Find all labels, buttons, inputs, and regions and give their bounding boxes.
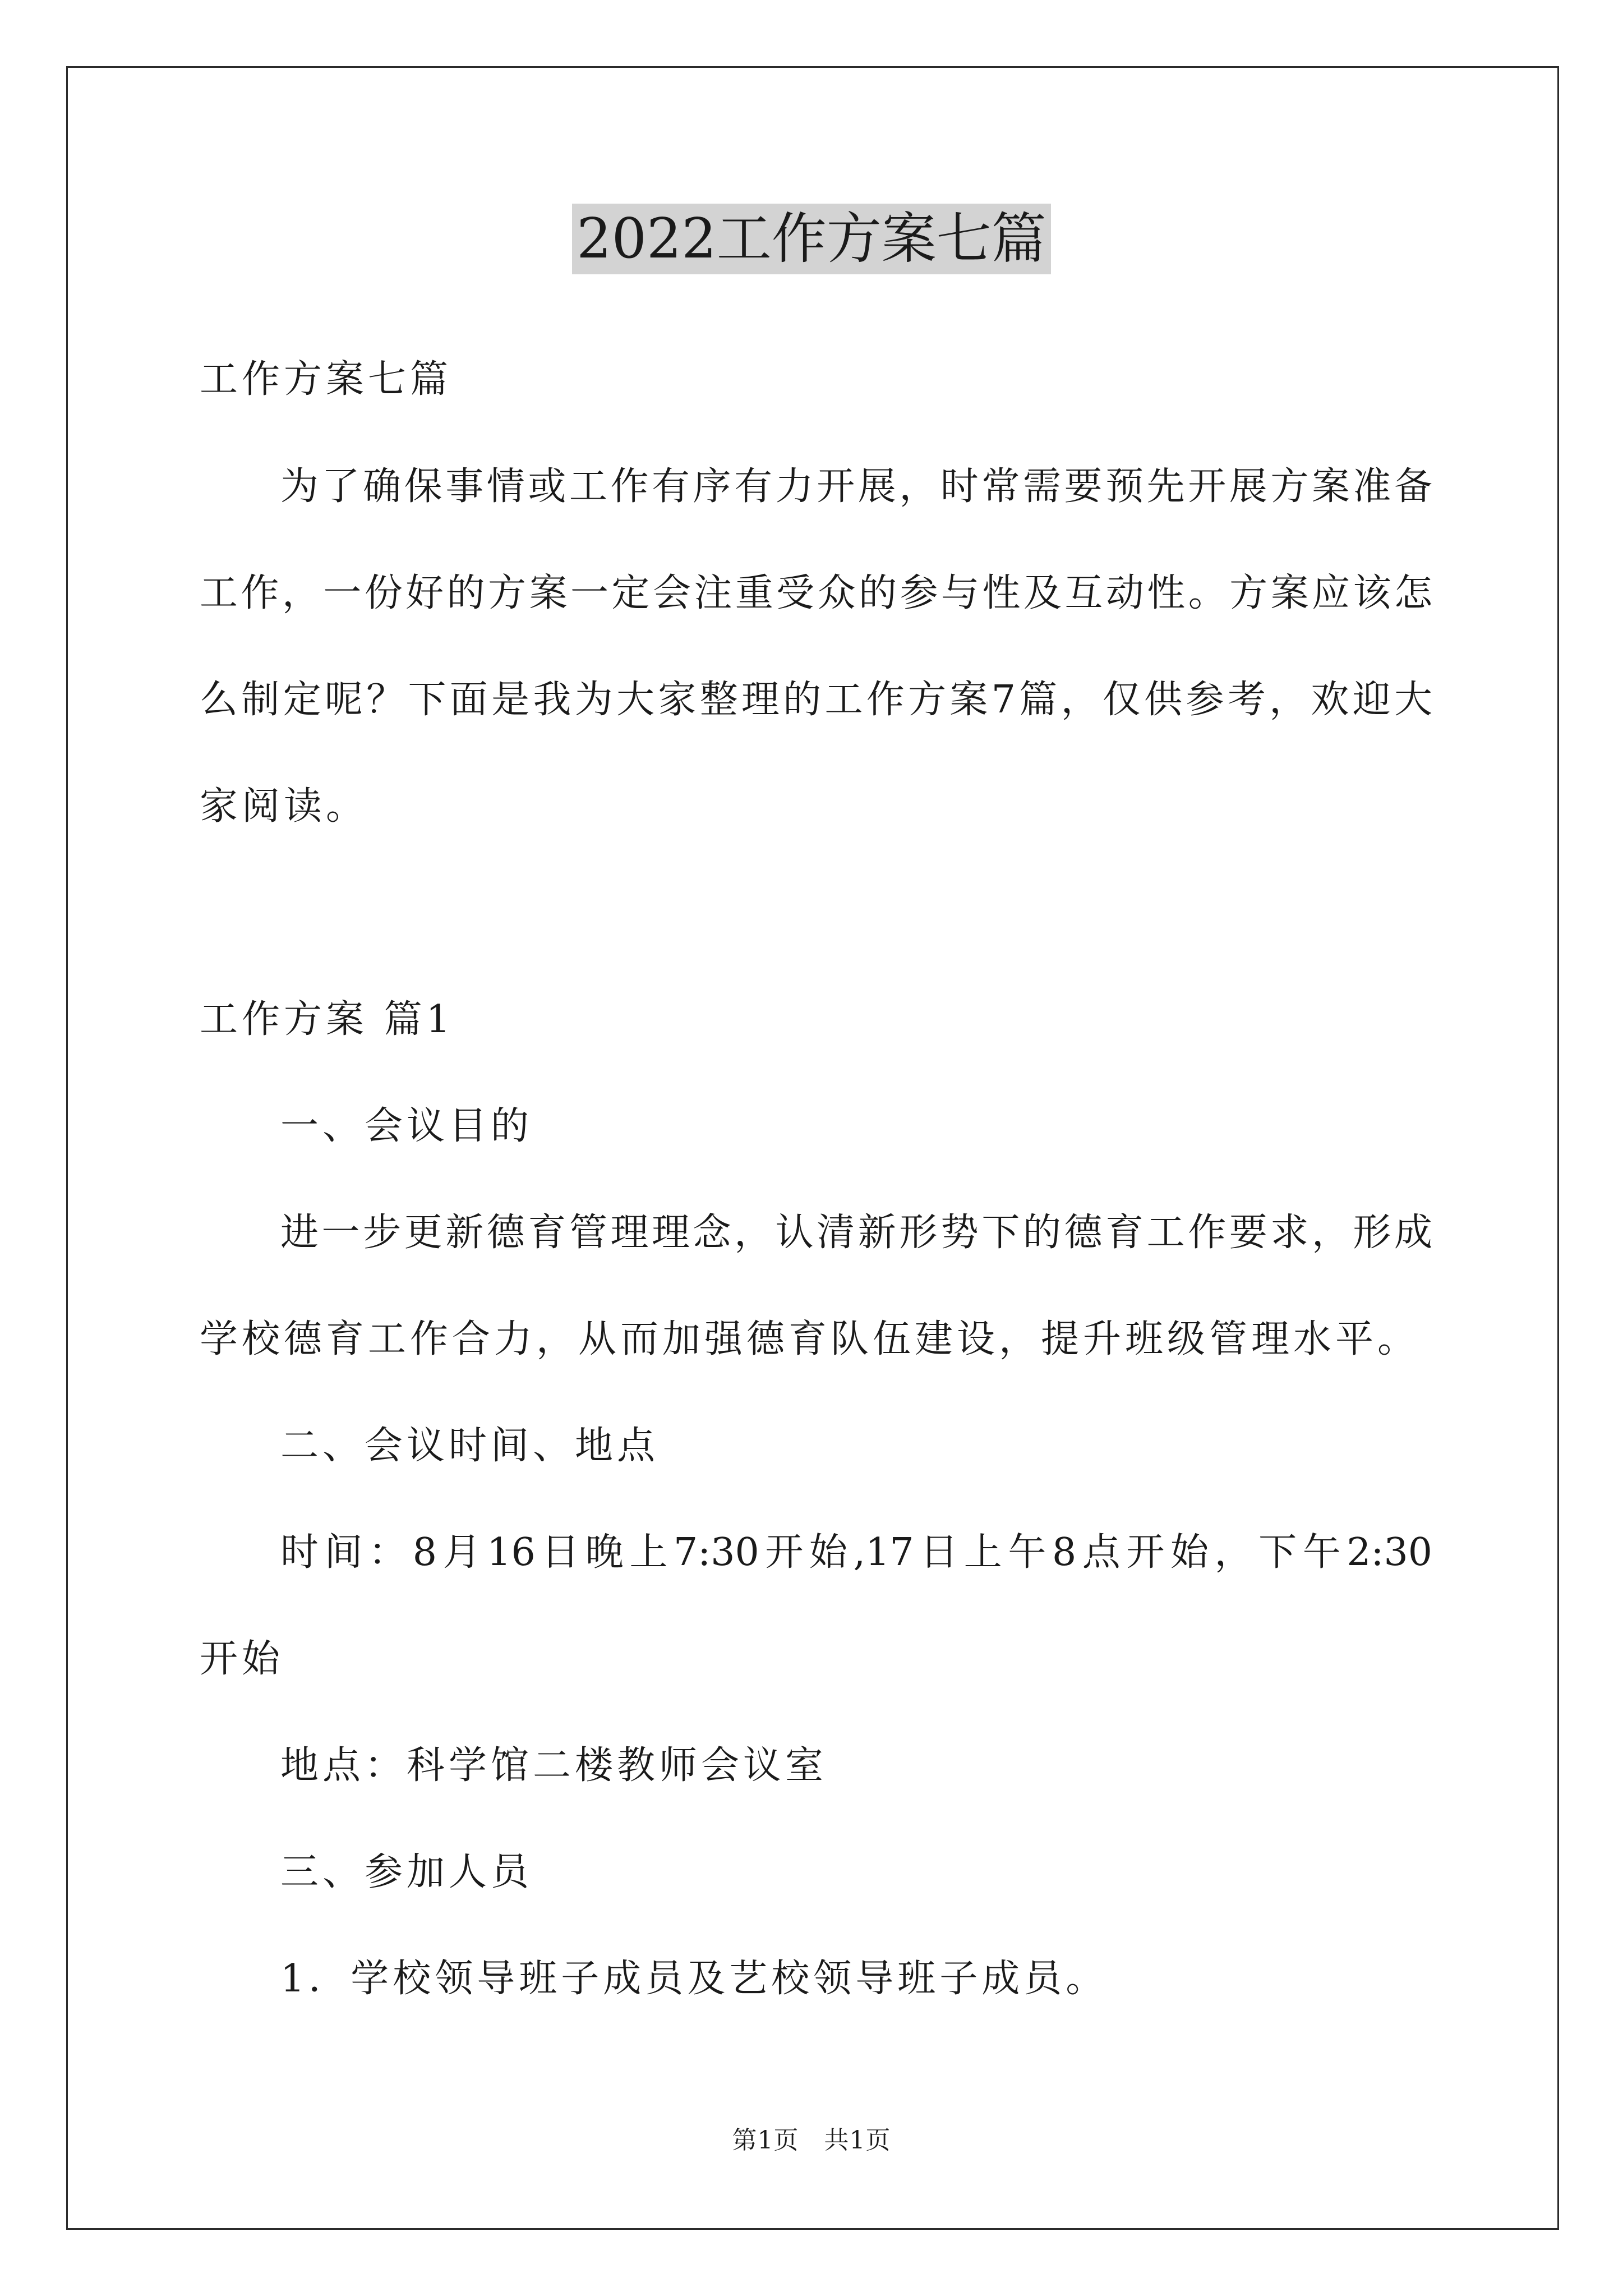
- intro-line-2: 工作，一份好的方案一定会注重受众的参与性及互动性。方案应该怎: [200, 571, 1432, 615]
- time-line-2: 开始: [200, 1637, 284, 1681]
- heading-participants: 三、参加人员: [280, 1850, 533, 1894]
- participant-item-1: 1．学校领导班子成员及艺校领导班子成员。: [280, 1957, 1108, 2001]
- intro-line-1: 为了确保事情或工作有序有力开展，时常需要预先开展方案准备: [280, 464, 1432, 509]
- page-footer: 第1页 共1页: [732, 2126, 891, 2155]
- document-title-text: 2022工作方案七篇: [572, 204, 1050, 274]
- document-subtitle: 工作方案七篇: [200, 357, 453, 402]
- intro-line-3: 么制定呢？下面是我为大家整理的工作方案7篇，仅供参考，欢迎大: [200, 678, 1432, 722]
- purpose-line-2: 学校德育工作合力，从而加强德育队伍建设，提升班级管理水平。: [200, 1317, 1420, 1361]
- place-line: 地点：科学馆二楼教师会议室: [280, 1743, 828, 1788]
- purpose-line-1: 进一步更新德育管理理念，认清新形势下的德育工作要求，形成: [280, 1211, 1432, 1255]
- heading-meeting-purpose: 一、会议目的: [280, 1104, 533, 1148]
- intro-line-4: 家阅读。: [200, 784, 368, 829]
- heading-meeting-time-place: 二、会议时间、地点: [280, 1424, 660, 1468]
- document-title: [0, 201, 1623, 277]
- section-heading: 工作方案 篇1: [200, 997, 454, 1042]
- time-line-1: 时间：8月16日晚上7:30开始,17日上午8点开始，下午2:30: [280, 1530, 1432, 1575]
